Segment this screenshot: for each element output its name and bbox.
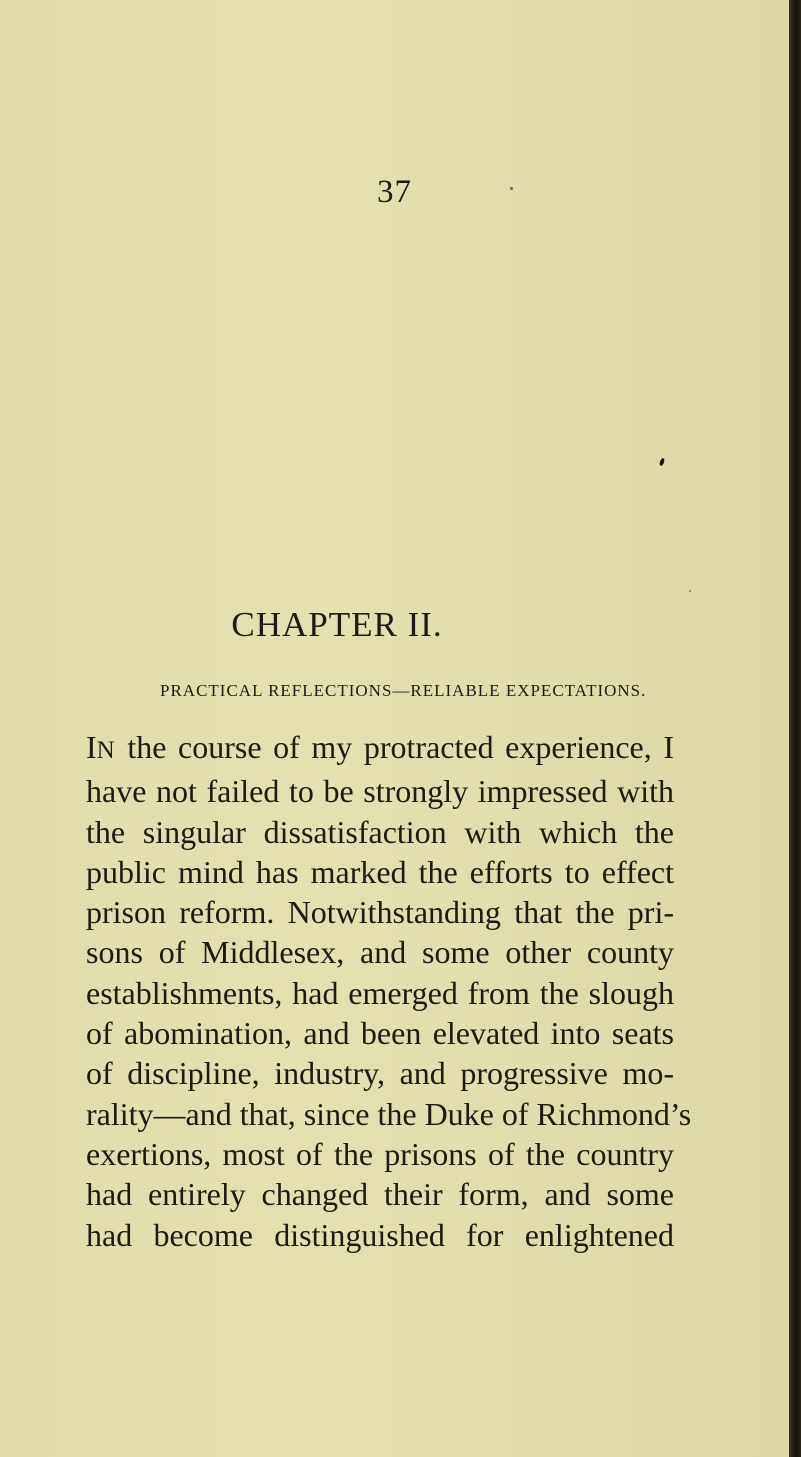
initial-letter: I bbox=[86, 729, 97, 765]
text-line: establishments, had emerged from the slough bbox=[86, 974, 674, 1011]
chapter-subtitle: PRACTICAL REFLECTIONS—RELIABLE EXPECTATIONS. bbox=[160, 681, 647, 700]
text-line: public mind has marked the efforts to effect bbox=[86, 853, 674, 890]
chapter-title: CHAPTER II. bbox=[231, 605, 443, 644]
text-line: of discipline, industry, and progressive mo- bbox=[86, 1055, 674, 1092]
text-line: of abomination, and been elevated into seats bbox=[86, 1015, 674, 1052]
text-line: IN the course of my protracted experience, I bbox=[86, 729, 674, 765]
text-line: exertions, most of the prisons of the country bbox=[86, 1135, 674, 1172]
paper-speck bbox=[659, 458, 665, 467]
text-line: the singular dissatisfaction with which the bbox=[86, 813, 674, 850]
paper-speck bbox=[689, 590, 691, 592]
page-edge-shadow bbox=[789, 0, 801, 1457]
text-line: had entirely changed their form, and some bbox=[86, 1176, 674, 1213]
text-line: have not failed to be strongly impressed with bbox=[86, 773, 674, 810]
text-line: prison reform. Notwithstanding that the pri- bbox=[86, 894, 674, 931]
paper-speck bbox=[510, 187, 513, 190]
text-line: sons of Middlesex, and some other county bbox=[86, 934, 674, 971]
initial-smallcaps: N bbox=[96, 737, 116, 764]
body-text bbox=[86, 727, 692, 1255]
text-line: had become distinguished for enlightened bbox=[86, 1216, 674, 1253]
page-number: 37 bbox=[377, 174, 412, 210]
text-line: rality—and that, since the Duke of Richmond’s bbox=[86, 1095, 692, 1132]
